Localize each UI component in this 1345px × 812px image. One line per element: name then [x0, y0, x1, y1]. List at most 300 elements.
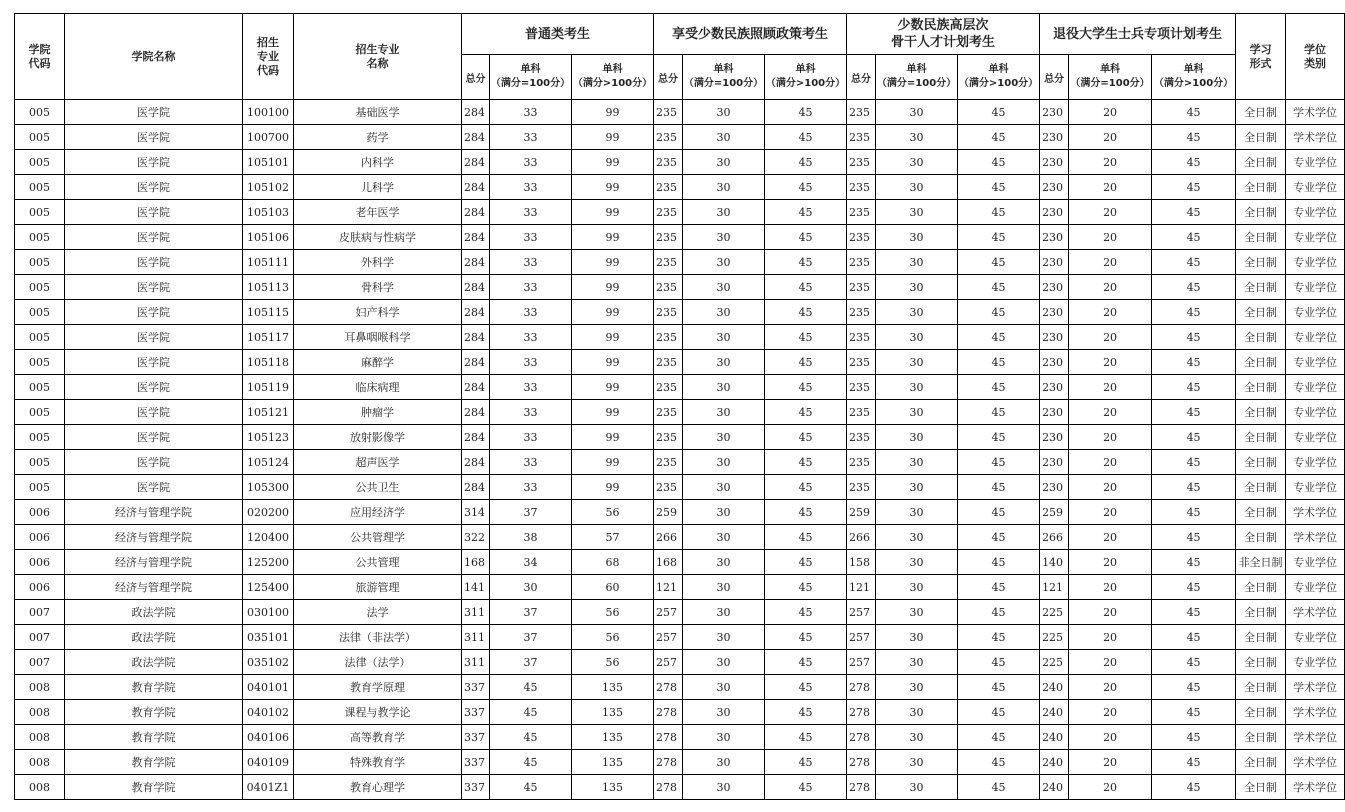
table-row [15, 775, 1345, 800]
cell-backbone-total: 257 [847, 650, 876, 675]
cell-major-name: 课程与教学论 [294, 700, 462, 725]
cell-college-code: 005 [15, 150, 65, 175]
cell-general-total: 141 [462, 575, 490, 600]
cell-degree-type: 专业学位 [1286, 325, 1345, 350]
cell-veteran-sub-over100: 45 [1152, 675, 1236, 700]
cell-college-name: 教育学院 [65, 700, 243, 725]
cell-veteran-sub-over100: 45 [1152, 550, 1236, 575]
cell-policy-sub-over100: 45 [765, 175, 847, 200]
cell-veteran-total: 230 [1040, 400, 1069, 425]
cell-general-sub100: 37 [490, 500, 572, 525]
cell-general-sub-over100: 99 [572, 375, 654, 400]
cell-college-code: 006 [15, 500, 65, 525]
cell-policy-sub-over100: 45 [765, 775, 847, 800]
cell-major-code: 105123 [243, 425, 294, 450]
cell-veteran-sub-over100: 45 [1152, 500, 1236, 525]
cell-major-name: 外科学 [294, 250, 462, 275]
cell-backbone-total: 278 [847, 725, 876, 750]
cell-policy-sub-over100: 45 [765, 725, 847, 750]
header-sub-100: 单科 （满分=100分） [1069, 55, 1152, 100]
cell-policy-sub-over100: 45 [765, 250, 847, 275]
cell-policy-sub-over100: 45 [765, 700, 847, 725]
cell-college-code: 008 [15, 725, 65, 750]
cell-general-total: 311 [462, 650, 490, 675]
cell-policy-sub100: 30 [683, 275, 765, 300]
cell-backbone-sub-over100: 45 [958, 650, 1040, 675]
cell-major-name: 放射影像学 [294, 425, 462, 450]
header-group-general: 普通类考生 [462, 14, 654, 55]
cell-study-form: 全日制 [1236, 175, 1286, 200]
cell-major-code: 020200 [243, 500, 294, 525]
cell-policy-sub100: 30 [683, 750, 765, 775]
cell-major-name: 骨科学 [294, 275, 462, 300]
cell-study-form: 全日制 [1236, 200, 1286, 225]
cell-veteran-sub100: 20 [1069, 725, 1152, 750]
cell-general-sub-over100: 99 [572, 100, 654, 125]
cell-general-total: 284 [462, 475, 490, 500]
cell-veteran-total: 230 [1040, 125, 1069, 150]
cell-degree-type: 专业学位 [1286, 425, 1345, 450]
table-row [15, 175, 1345, 200]
cell-policy-sub-over100: 45 [765, 400, 847, 425]
cell-policy-total: 168 [654, 550, 683, 575]
header-sub-over-100: 单科 （满分>100分） [1152, 55, 1236, 100]
cell-backbone-sub100: 30 [876, 200, 958, 225]
cell-general-sub100: 34 [490, 550, 572, 575]
cell-general-sub100: 37 [490, 600, 572, 625]
cell-policy-sub100: 30 [683, 575, 765, 600]
cell-policy-sub-over100: 45 [765, 675, 847, 700]
cell-study-form: 全日制 [1236, 325, 1286, 350]
cell-veteran-sub-over100: 45 [1152, 600, 1236, 625]
cell-veteran-sub100: 20 [1069, 450, 1152, 475]
cell-backbone-total: 257 [847, 600, 876, 625]
cell-policy-total: 235 [654, 475, 683, 500]
cell-college-name: 医学院 [65, 125, 243, 150]
cell-college-code: 007 [15, 625, 65, 650]
cell-degree-type: 专业学位 [1286, 450, 1345, 475]
cell-veteran-sub100: 20 [1069, 400, 1152, 425]
cell-backbone-sub100: 30 [876, 775, 958, 800]
cell-major-code: 105115 [243, 300, 294, 325]
cell-study-form: 全日制 [1236, 475, 1286, 500]
cell-college-name: 医学院 [65, 250, 243, 275]
cell-veteran-sub-over100: 45 [1152, 725, 1236, 750]
cell-backbone-sub100: 30 [876, 275, 958, 300]
cell-general-total: 311 [462, 625, 490, 650]
cell-study-form: 全日制 [1236, 350, 1286, 375]
cell-general-total: 284 [462, 225, 490, 250]
cell-veteran-total: 225 [1040, 600, 1069, 625]
cell-general-sub-over100: 99 [572, 125, 654, 150]
cell-backbone-total: 259 [847, 500, 876, 525]
cell-major-name: 教育学原理 [294, 675, 462, 700]
cell-policy-sub100: 30 [683, 675, 765, 700]
cell-policy-total: 235 [654, 200, 683, 225]
cell-backbone-sub-over100: 45 [958, 350, 1040, 375]
cell-backbone-sub-over100: 45 [958, 275, 1040, 300]
cell-degree-type: 专业学位 [1286, 400, 1345, 425]
cell-college-code: 005 [15, 450, 65, 475]
cell-veteran-sub100: 20 [1069, 625, 1152, 650]
cell-backbone-sub-over100: 45 [958, 550, 1040, 575]
cell-degree-type: 学术学位 [1286, 100, 1345, 125]
cell-backbone-sub100: 30 [876, 425, 958, 450]
cell-general-sub-over100: 99 [572, 325, 654, 350]
cell-general-sub-over100: 135 [572, 775, 654, 800]
cell-general-sub-over100: 56 [572, 650, 654, 675]
cell-degree-type: 专业学位 [1286, 475, 1345, 500]
header-total: 总分 [462, 55, 490, 100]
cell-veteran-total: 225 [1040, 625, 1069, 650]
cell-veteran-total: 230 [1040, 225, 1069, 250]
cell-study-form: 全日制 [1236, 100, 1286, 125]
cell-major-code: 105106 [243, 225, 294, 250]
header-group-veteran: 退役大学生士兵专项计划考生 [1040, 14, 1236, 55]
cell-study-form: 全日制 [1236, 450, 1286, 475]
cell-veteran-sub-over100: 45 [1152, 275, 1236, 300]
cell-major-name: 基础医学 [294, 100, 462, 125]
cell-policy-sub100: 30 [683, 200, 765, 225]
cell-college-code: 008 [15, 750, 65, 775]
cell-general-sub100: 45 [490, 775, 572, 800]
cell-policy-sub100: 30 [683, 125, 765, 150]
header-group-minority-backbone: 少数民族高层次 骨干人才计划考生 [847, 14, 1040, 55]
cell-general-total: 337 [462, 725, 490, 750]
cell-study-form: 全日制 [1236, 650, 1286, 675]
cell-general-total: 284 [462, 400, 490, 425]
cell-general-sub-over100: 99 [572, 200, 654, 225]
cell-backbone-sub-over100: 45 [958, 675, 1040, 700]
cell-general-sub100: 33 [490, 200, 572, 225]
cell-major-code: 040102 [243, 700, 294, 725]
cell-veteran-total: 230 [1040, 175, 1069, 200]
cell-veteran-sub100: 20 [1069, 650, 1152, 675]
cell-backbone-sub100: 30 [876, 125, 958, 150]
cell-backbone-total: 235 [847, 150, 876, 175]
cell-general-total: 337 [462, 775, 490, 800]
cell-veteran-total: 259 [1040, 500, 1069, 525]
cell-policy-sub-over100: 45 [765, 300, 847, 325]
cell-policy-total: 235 [654, 150, 683, 175]
cell-degree-type: 专业学位 [1286, 225, 1345, 250]
cell-major-name: 皮肤病与性病学 [294, 225, 462, 250]
cell-major-code: 125200 [243, 550, 294, 575]
cell-college-name: 教育学院 [65, 775, 243, 800]
cell-college-code: 005 [15, 400, 65, 425]
cell-major-name: 临床病理 [294, 375, 462, 400]
cell-veteran-sub100: 20 [1069, 325, 1152, 350]
cell-veteran-sub100: 20 [1069, 575, 1152, 600]
cell-backbone-total: 235 [847, 325, 876, 350]
cell-general-total: 284 [462, 325, 490, 350]
cell-general-sub-over100: 99 [572, 150, 654, 175]
cell-policy-total: 235 [654, 275, 683, 300]
cell-policy-sub100: 30 [683, 625, 765, 650]
cell-veteran-sub100: 20 [1069, 550, 1152, 575]
header-major-code: 招生 专业 代码 [243, 14, 294, 100]
cell-policy-sub100: 30 [683, 400, 765, 425]
cell-study-form: 全日制 [1236, 625, 1286, 650]
cell-backbone-total: 257 [847, 625, 876, 650]
cell-degree-type: 学术学位 [1286, 750, 1345, 775]
cell-veteran-sub100: 20 [1069, 700, 1152, 725]
table-row [15, 150, 1345, 175]
cell-backbone-total: 235 [847, 275, 876, 300]
cell-college-name: 医学院 [65, 475, 243, 500]
cell-general-total: 284 [462, 150, 490, 175]
cell-policy-total: 235 [654, 225, 683, 250]
cell-college-name: 医学院 [65, 325, 243, 350]
cell-college-name: 经济与管理学院 [65, 500, 243, 525]
cell-college-code: 008 [15, 675, 65, 700]
cell-general-sub-over100: 99 [572, 300, 654, 325]
table-row [15, 325, 1345, 350]
cell-major-name: 法律（非法学） [294, 625, 462, 650]
cell-backbone-sub100: 30 [876, 350, 958, 375]
table-row [15, 550, 1345, 575]
cell-major-name: 特殊教育学 [294, 750, 462, 775]
cell-policy-sub-over100: 45 [765, 125, 847, 150]
cell-general-total: 337 [462, 700, 490, 725]
cell-general-total: 284 [462, 275, 490, 300]
cell-backbone-total: 235 [847, 400, 876, 425]
cell-veteran-sub-over100: 45 [1152, 125, 1236, 150]
cell-major-name: 公共管理 [294, 550, 462, 575]
cell-college-code: 005 [15, 225, 65, 250]
cell-veteran-total: 240 [1040, 750, 1069, 775]
cell-general-total: 322 [462, 525, 490, 550]
cell-college-name: 政法学院 [65, 650, 243, 675]
cell-backbone-sub100: 30 [876, 375, 958, 400]
cell-policy-sub-over100: 45 [765, 525, 847, 550]
cell-major-name: 老年医学 [294, 200, 462, 225]
cell-backbone-sub-over100: 45 [958, 525, 1040, 550]
cell-backbone-sub-over100: 45 [958, 625, 1040, 650]
cell-major-code: 105118 [243, 350, 294, 375]
cell-general-sub100: 38 [490, 525, 572, 550]
cell-veteran-total: 230 [1040, 450, 1069, 475]
cell-general-sub100: 33 [490, 400, 572, 425]
cell-general-sub-over100: 99 [572, 175, 654, 200]
cell-college-name: 经济与管理学院 [65, 525, 243, 550]
cell-general-total: 337 [462, 750, 490, 775]
cell-backbone-total: 235 [847, 200, 876, 225]
cell-veteran-sub100: 20 [1069, 350, 1152, 375]
cell-backbone-sub-over100: 45 [958, 400, 1040, 425]
cell-general-sub-over100: 56 [572, 500, 654, 525]
cell-college-name: 医学院 [65, 425, 243, 450]
cell-policy-sub-over100: 45 [765, 550, 847, 575]
cell-policy-total: 278 [654, 775, 683, 800]
cell-veteran-sub-over100: 45 [1152, 250, 1236, 275]
cell-college-code: 005 [15, 250, 65, 275]
cell-study-form: 全日制 [1236, 275, 1286, 300]
cell-veteran-sub-over100: 45 [1152, 650, 1236, 675]
cell-veteran-sub-over100: 45 [1152, 350, 1236, 375]
cell-policy-sub-over100: 45 [765, 475, 847, 500]
cell-backbone-total: 235 [847, 225, 876, 250]
header-major-name: 招生专业 名称 [294, 14, 462, 100]
cell-backbone-sub100: 30 [876, 175, 958, 200]
header-sub-over-100: 单科 （满分>100分） [765, 55, 847, 100]
cell-college-code: 008 [15, 775, 65, 800]
cell-general-total: 284 [462, 375, 490, 400]
cell-policy-sub100: 30 [683, 225, 765, 250]
cell-policy-sub100: 30 [683, 250, 765, 275]
cell-veteran-sub-over100: 45 [1152, 100, 1236, 125]
cell-general-total: 311 [462, 600, 490, 625]
cell-backbone-total: 121 [847, 575, 876, 600]
table-row [15, 250, 1345, 275]
cell-general-total: 284 [462, 250, 490, 275]
cell-policy-sub100: 30 [683, 550, 765, 575]
cell-policy-sub100: 30 [683, 350, 765, 375]
header-college-name: 学院名称 [65, 14, 243, 100]
cell-veteran-sub100: 20 [1069, 775, 1152, 800]
cell-policy-sub100: 30 [683, 775, 765, 800]
cell-college-code: 005 [15, 100, 65, 125]
cell-veteran-sub-over100: 45 [1152, 775, 1236, 800]
cell-policy-sub-over100: 45 [765, 225, 847, 250]
cell-general-total: 337 [462, 675, 490, 700]
cell-veteran-total: 240 [1040, 725, 1069, 750]
cell-policy-total: 235 [654, 125, 683, 150]
cell-policy-sub100: 30 [683, 450, 765, 475]
cell-veteran-total: 266 [1040, 525, 1069, 550]
cell-general-sub-over100: 99 [572, 475, 654, 500]
cell-college-name: 医学院 [65, 350, 243, 375]
cell-veteran-sub-over100: 45 [1152, 700, 1236, 725]
cell-policy-sub100: 30 [683, 100, 765, 125]
cell-backbone-total: 278 [847, 750, 876, 775]
cell-veteran-sub100: 20 [1069, 675, 1152, 700]
cell-veteran-sub100: 20 [1069, 100, 1152, 125]
cell-backbone-sub-over100: 45 [958, 200, 1040, 225]
cell-general-sub100: 33 [490, 125, 572, 150]
cell-policy-sub-over100: 45 [765, 100, 847, 125]
cell-general-sub100: 45 [490, 750, 572, 775]
cell-policy-total: 235 [654, 400, 683, 425]
cell-degree-type: 学术学位 [1286, 525, 1345, 550]
cell-college-code: 005 [15, 325, 65, 350]
table-row [15, 450, 1345, 475]
cell-veteran-sub100: 20 [1069, 125, 1152, 150]
cell-college-code: 005 [15, 300, 65, 325]
table-row [15, 100, 1345, 125]
cell-college-code: 005 [15, 350, 65, 375]
cell-veteran-sub100: 20 [1069, 250, 1152, 275]
cell-college-name: 医学院 [65, 450, 243, 475]
cell-backbone-total: 235 [847, 450, 876, 475]
header-sub-over-100: 单科 （满分>100分） [958, 55, 1040, 100]
cell-college-name: 医学院 [65, 400, 243, 425]
cell-major-name: 耳鼻咽喉科学 [294, 325, 462, 350]
cell-major-name: 内科学 [294, 150, 462, 175]
cell-college-name: 经济与管理学院 [65, 550, 243, 575]
cell-policy-sub-over100: 45 [765, 450, 847, 475]
cell-general-sub100: 33 [490, 300, 572, 325]
cell-major-name: 公共卫生 [294, 475, 462, 500]
cell-veteran-total: 230 [1040, 425, 1069, 450]
cell-degree-type: 专业学位 [1286, 375, 1345, 400]
cell-backbone-sub100: 30 [876, 100, 958, 125]
cell-veteran-sub100: 20 [1069, 750, 1152, 775]
cell-major-code: 105101 [243, 150, 294, 175]
cell-study-form: 全日制 [1236, 300, 1286, 325]
cell-veteran-sub-over100: 45 [1152, 150, 1236, 175]
cell-veteran-total: 225 [1040, 650, 1069, 675]
cell-college-name: 政法学院 [65, 600, 243, 625]
cell-backbone-sub-over100: 45 [958, 175, 1040, 200]
cell-study-form: 全日制 [1236, 125, 1286, 150]
header-total: 总分 [1040, 55, 1069, 100]
cell-major-name: 教育心理学 [294, 775, 462, 800]
cell-backbone-sub-over100: 45 [958, 775, 1040, 800]
cell-major-code: 105121 [243, 400, 294, 425]
cell-backbone-total: 235 [847, 125, 876, 150]
cell-veteran-sub100: 20 [1069, 375, 1152, 400]
cell-major-name: 超声医学 [294, 450, 462, 475]
cell-study-form: 全日制 [1236, 500, 1286, 525]
cell-college-name: 医学院 [65, 150, 243, 175]
cell-major-code: 105117 [243, 325, 294, 350]
cell-backbone-sub-over100: 45 [958, 600, 1040, 625]
cell-college-name: 医学院 [65, 175, 243, 200]
cell-general-sub100: 33 [490, 350, 572, 375]
table-row [15, 675, 1345, 700]
cell-general-sub-over100: 99 [572, 225, 654, 250]
cell-veteran-sub-over100: 45 [1152, 225, 1236, 250]
cell-general-sub100: 33 [490, 425, 572, 450]
cell-veteran-total: 230 [1040, 200, 1069, 225]
cell-major-code: 100100 [243, 100, 294, 125]
cell-policy-sub-over100: 45 [765, 425, 847, 450]
cell-college-code: 007 [15, 600, 65, 625]
cell-general-total: 284 [462, 200, 490, 225]
cell-veteran-total: 230 [1040, 325, 1069, 350]
cell-policy-total: 235 [654, 450, 683, 475]
cell-veteran-sub100: 20 [1069, 175, 1152, 200]
cell-major-name: 法学 [294, 600, 462, 625]
cell-major-code: 105119 [243, 375, 294, 400]
cell-backbone-total: 235 [847, 475, 876, 500]
cell-backbone-sub-over100: 45 [958, 425, 1040, 450]
table-row [15, 275, 1345, 300]
cell-general-sub100: 33 [490, 325, 572, 350]
cell-college-code: 006 [15, 550, 65, 575]
cell-study-form: 全日制 [1236, 375, 1286, 400]
cell-backbone-sub-over100: 45 [958, 700, 1040, 725]
cell-backbone-sub-over100: 45 [958, 225, 1040, 250]
table-row [15, 525, 1345, 550]
cell-policy-sub100: 30 [683, 525, 765, 550]
table-row [15, 375, 1345, 400]
cell-general-sub100: 33 [490, 150, 572, 175]
cell-major-name: 应用经济学 [294, 500, 462, 525]
cell-policy-sub100: 30 [683, 150, 765, 175]
cell-general-sub100: 33 [490, 475, 572, 500]
cell-backbone-sub100: 30 [876, 675, 958, 700]
cell-veteran-sub-over100: 45 [1152, 450, 1236, 475]
cell-veteran-sub-over100: 45 [1152, 375, 1236, 400]
header-sub-100: 单科 （满分=100分） [683, 55, 765, 100]
cell-veteran-sub-over100: 45 [1152, 300, 1236, 325]
cell-general-total: 284 [462, 125, 490, 150]
cell-policy-total: 259 [654, 500, 683, 525]
cell-general-sub100: 33 [490, 100, 572, 125]
cell-general-total: 314 [462, 500, 490, 525]
